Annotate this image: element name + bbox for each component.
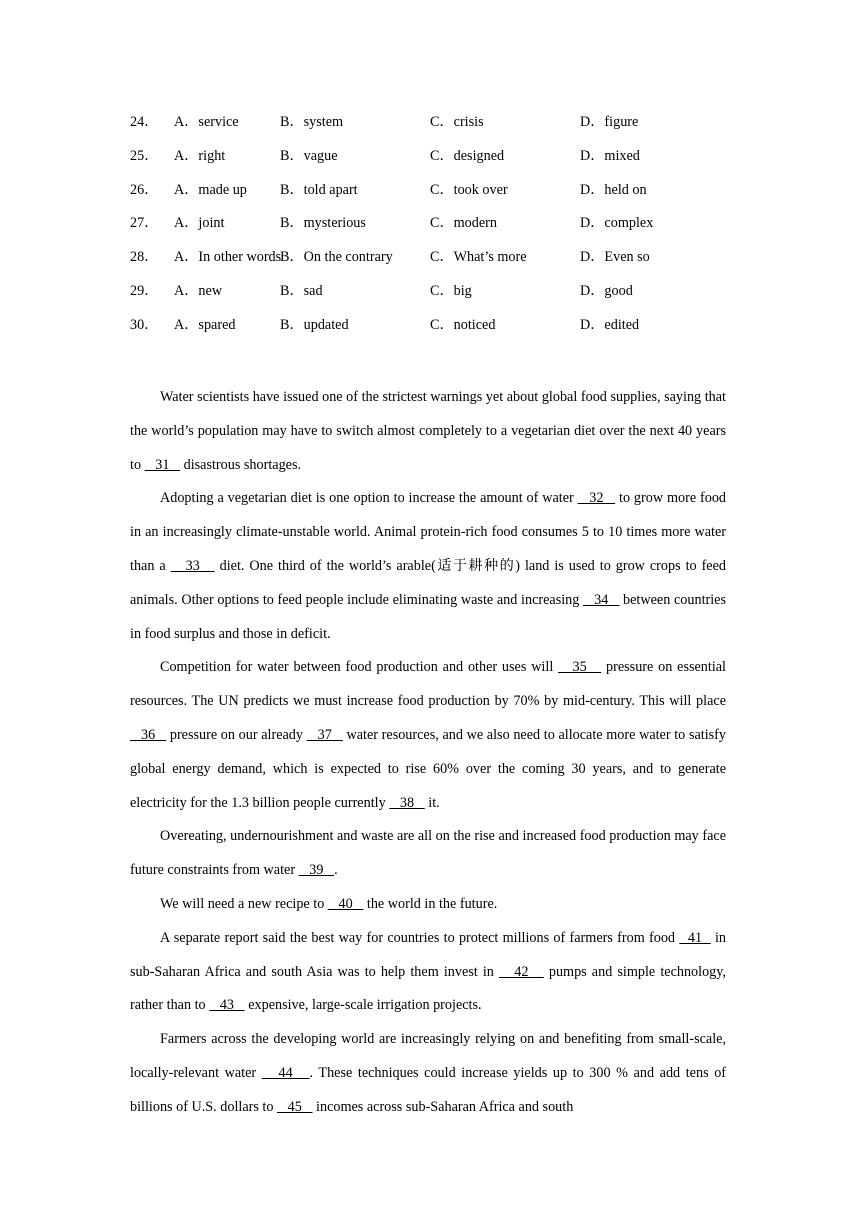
question-options-row xyxy=(130,111,750,145)
blank-32: 32 xyxy=(577,490,616,507)
passage-text: Water scientists have issued one of the strictest warnings yet about global food supplies, saying that the world’s population may have to switch almost completely to a vegetarian diet over the next 40 years to xyxy=(130,389,726,473)
option-b: B．system xyxy=(280,114,344,130)
reading-passage xyxy=(130,381,726,1125)
option-a: A．made up xyxy=(174,181,247,198)
passage-paragraph xyxy=(130,482,726,651)
passage-text: Overeating, undernourishment and waste are all on the rise and increased food production may face future constraints from water xyxy=(130,828,726,879)
option-a: A．In other words xyxy=(174,249,282,266)
option-c: C．modern xyxy=(430,215,497,232)
blank-37: 37 xyxy=(306,726,343,743)
option-d: D．held on xyxy=(580,181,647,198)
option-b: B．mysterious xyxy=(280,215,366,232)
passage-text: Farmers across the developing world are increasingly relying on and benefiting from small-scale, locally-relevant water xyxy=(130,1031,726,1081)
passage-paragraph xyxy=(130,1023,726,1124)
passage-text: between countries in food surplus and those in deficit. xyxy=(130,591,727,642)
option-c: C．noticed xyxy=(430,316,496,333)
option-d: D．figure xyxy=(580,114,639,130)
passage-text: pressure on our already xyxy=(166,726,307,743)
option-a: A．service xyxy=(174,114,239,130)
passage-text: . These techniques could increase yields up to 300 % and add tens of billions of U.S. dollars to xyxy=(130,1064,727,1115)
option-d: D．mixed xyxy=(580,147,640,164)
passage-text: diet. One third of the world’s arable(适于耕种的) land is used to grow crops to feed animals. Other options to feed people include eliminating waste and increasing xyxy=(130,557,726,608)
option-a: A．spared xyxy=(174,316,236,333)
question-number: 27． xyxy=(130,215,159,232)
option-d: D．good xyxy=(580,282,633,299)
option-b: B．told apart xyxy=(280,181,358,198)
option-d: D．Even so xyxy=(580,249,650,266)
blank-36: 36 xyxy=(130,726,167,743)
passage-text: the world in the future. xyxy=(363,895,498,912)
question-number: 25． xyxy=(130,147,159,164)
question-options-row xyxy=(130,212,750,246)
passage-text: disastrous shortages. xyxy=(180,456,302,473)
question-number: 29． xyxy=(130,282,159,299)
blank-43: 43 xyxy=(209,997,245,1014)
passage-text: . xyxy=(334,862,338,879)
blank-39: 39 xyxy=(298,862,335,879)
question-number: 30． xyxy=(130,316,159,333)
blank-42: 42 xyxy=(498,963,544,980)
passage-text: We will need a new recipe to xyxy=(160,895,328,912)
blank-41: 41 xyxy=(679,929,711,946)
passage-paragraph xyxy=(130,922,726,1023)
question-options-row xyxy=(130,246,750,280)
passage-text: to grow more food in an increasingly climate-unstable world. Animal protein-rich food consumes 5 to 10 times more water than a xyxy=(130,490,727,574)
passage-text: in sub-Saharan Africa and south Asia was to help them invest in xyxy=(130,929,726,980)
answer-options-list xyxy=(130,111,750,348)
option-c: C．What’s more xyxy=(430,249,527,266)
passage-paragraph xyxy=(130,381,726,482)
blank-45: 45 xyxy=(277,1098,313,1115)
passage-paragraph xyxy=(130,820,726,888)
passage-text: pressure on essential resources. The UN predicts we must increase food production by 70% by mid-century. This will place xyxy=(130,659,726,710)
option-c: C．designed xyxy=(430,147,505,164)
question-number: 26． xyxy=(130,181,159,198)
passage-text: incomes across sub-Saharan Africa and south xyxy=(312,1098,574,1115)
passage-text: it. xyxy=(424,794,440,811)
blank-38: 38 xyxy=(389,794,425,811)
option-a: A．new xyxy=(174,282,223,299)
option-b: B．vague xyxy=(280,147,338,164)
question-options-row xyxy=(130,314,750,348)
blank-35: 35 xyxy=(558,659,602,676)
blank-40: 40 xyxy=(327,895,364,912)
blank-44: 44 xyxy=(261,1064,310,1081)
passage-text: Competition for water between food production and other uses will xyxy=(160,659,559,676)
option-b: B．sad xyxy=(280,282,323,299)
question-number: 24． xyxy=(130,114,159,130)
question-options-row xyxy=(130,145,750,179)
question-options-row xyxy=(130,280,750,314)
option-b: B．On the contrary xyxy=(280,249,393,266)
option-b: B．updated xyxy=(280,316,349,333)
blank-34: 34 xyxy=(583,591,620,608)
passage-text: pumps and simple technology, rather than to xyxy=(130,963,726,1014)
option-c: C．crisis xyxy=(430,114,484,130)
passage-text: water resources, and we also need to allocate more water to satisfy global energy demand, which is expected to rise 60% over the coming 30 years, and to generate electricity for the 1.3 billion people currently xyxy=(130,726,726,811)
question-options-row xyxy=(130,179,750,213)
passage-text: Adopting a vegetarian diet is one option to increase the amount of water xyxy=(160,490,578,507)
passage-text: expensive, large-scale irrigation projects. xyxy=(244,997,482,1014)
blank-33: 33 xyxy=(170,557,215,574)
passage-paragraph xyxy=(130,888,726,922)
option-d: D．edited xyxy=(580,316,640,333)
option-d: D．complex xyxy=(580,215,654,232)
blank-31: 31 xyxy=(144,456,181,473)
passage-paragraph xyxy=(130,651,726,820)
option-c: C．big xyxy=(430,282,472,299)
option-a: A．joint xyxy=(174,215,225,232)
question-number: 28． xyxy=(130,249,159,266)
passage-text: A separate report said the best way for countries to protect millions of farmers from food xyxy=(160,929,680,946)
option-c: C．took over xyxy=(430,181,508,198)
option-a: A．right xyxy=(174,147,226,164)
